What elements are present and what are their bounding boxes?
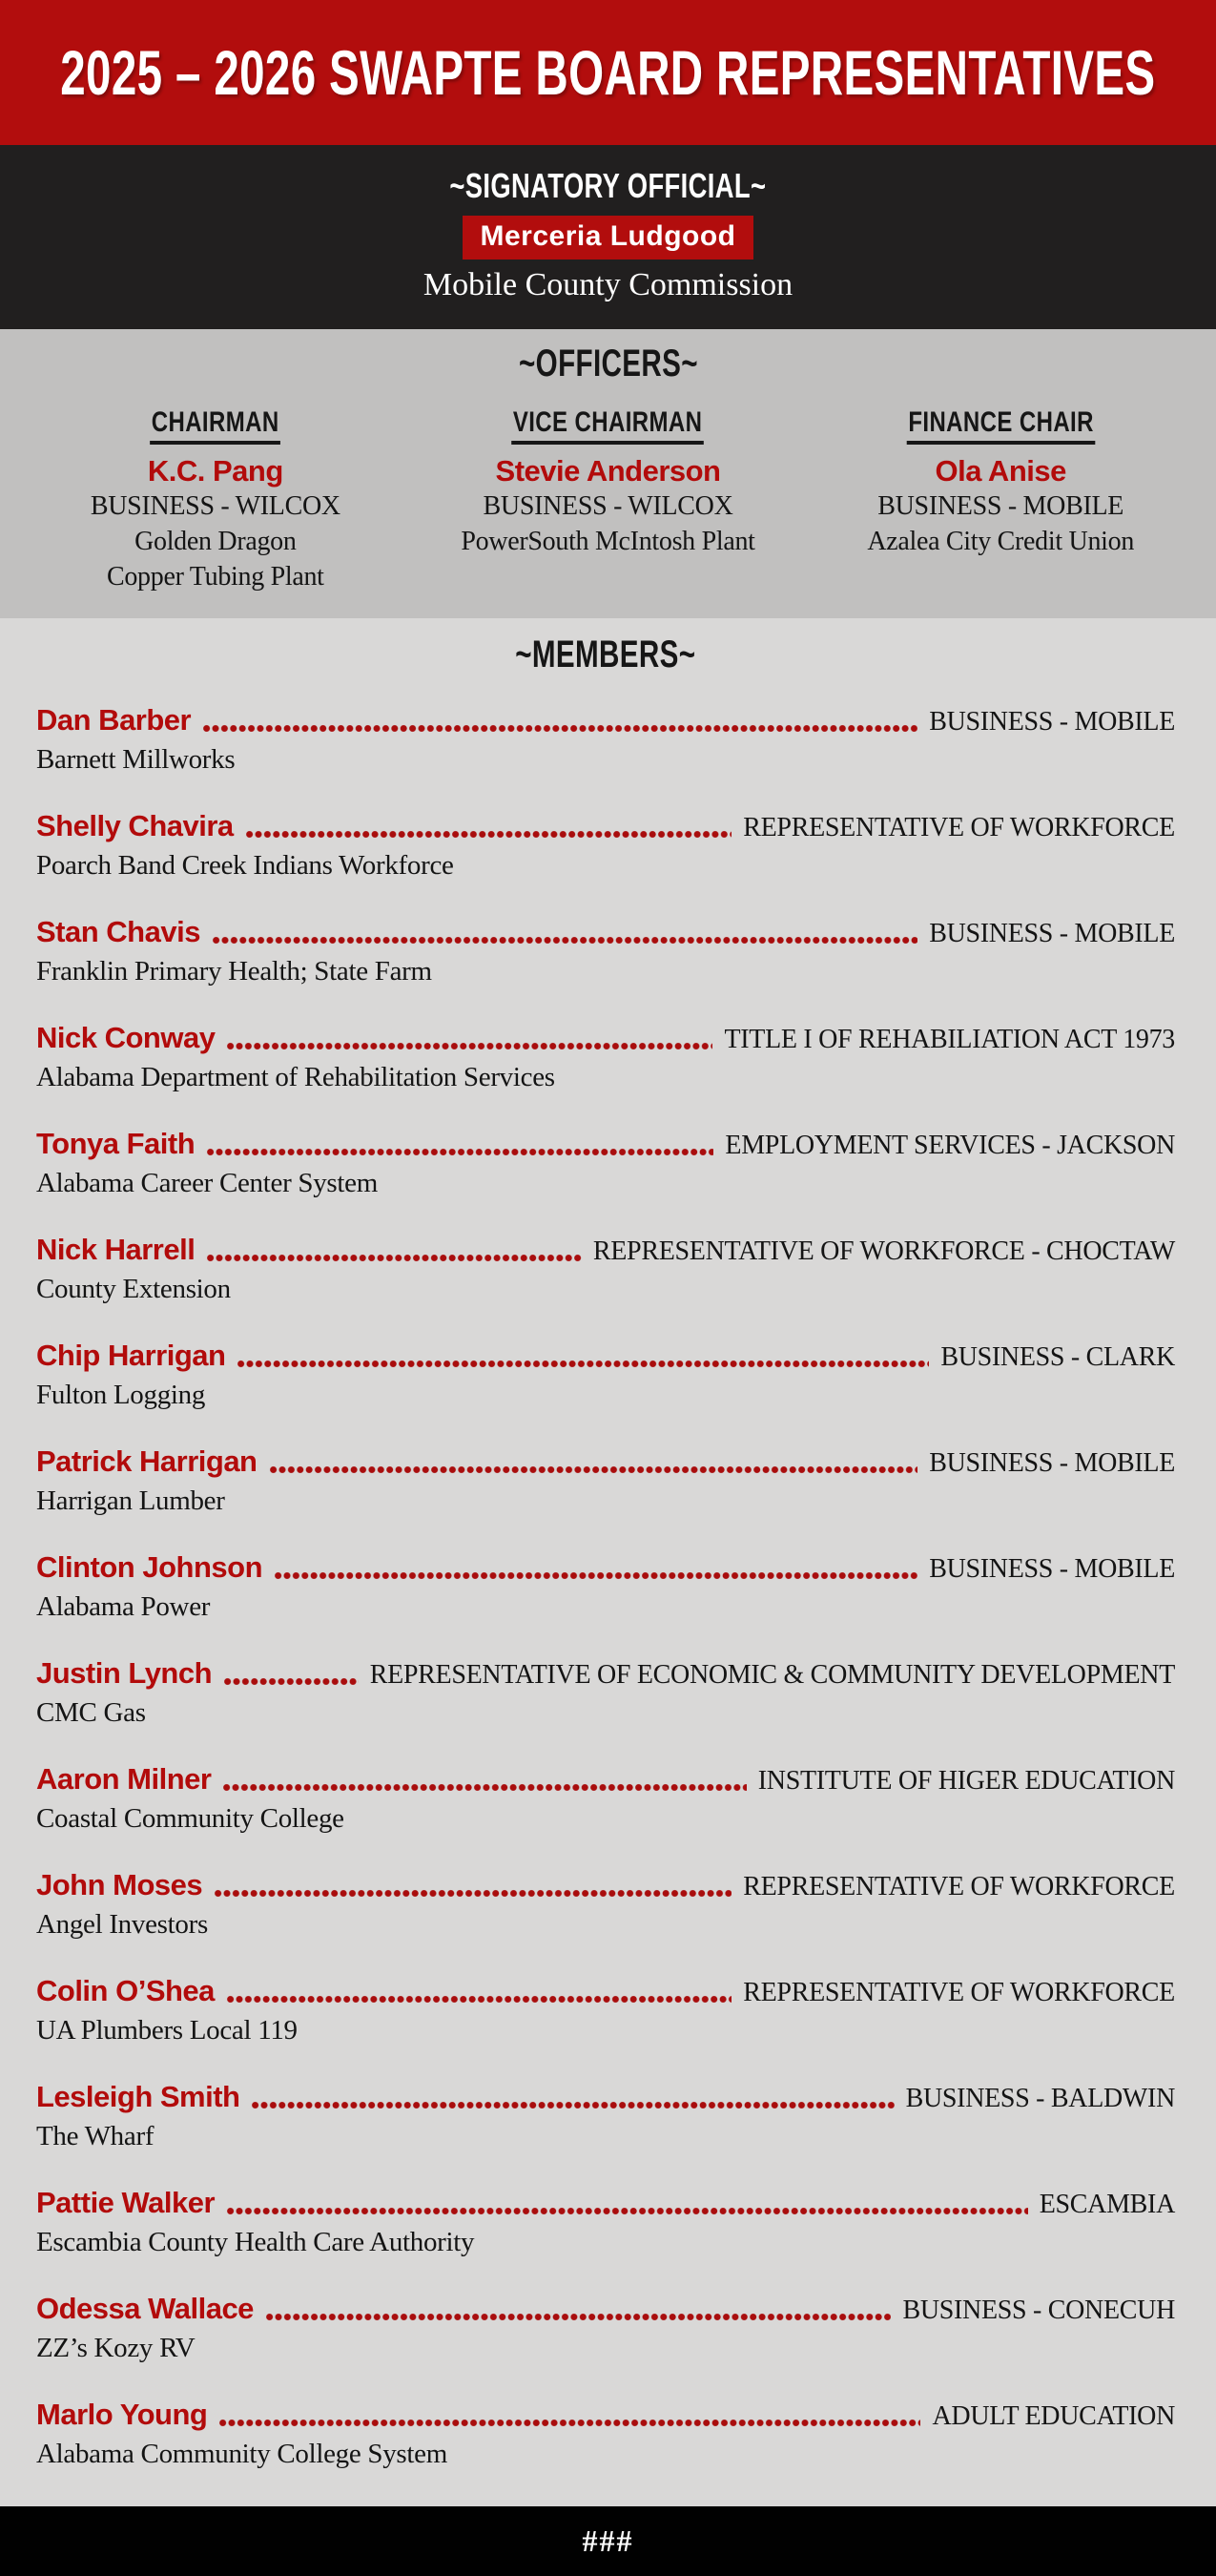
officer-detail-lines bbox=[804, 488, 1197, 559]
member-organization: The Wharf bbox=[36, 2121, 155, 2151]
dot-leader bbox=[206, 1148, 713, 1156]
member-category: BUSINESS - CLARK bbox=[940, 1342, 1175, 1372]
member-category: REPRESENTATIVE OF WORKFORCE bbox=[743, 1872, 1175, 1901]
dot-leader bbox=[218, 2419, 920, 2427]
member-name: Pattie Walker bbox=[36, 2186, 216, 2219]
member-name: Colin O’Shea bbox=[36, 1974, 215, 2007]
member-name: Justin Lynch bbox=[36, 1656, 213, 1690]
dot-leader bbox=[226, 2207, 1028, 2215]
member-entry bbox=[36, 1548, 1175, 1623]
member-organization: Franklin Primary Health; State Farm bbox=[36, 956, 432, 987]
dot-leader bbox=[251, 2101, 894, 2109]
dot-leader bbox=[212, 936, 917, 945]
member-name: John Moses bbox=[36, 1868, 203, 1901]
member-entry bbox=[36, 1125, 1175, 1199]
officer-detail-line: PowerSouth McIntosh Plant bbox=[461, 527, 755, 556]
dot-leader bbox=[274, 1571, 917, 1580]
member-entry bbox=[36, 2078, 1175, 2152]
member-organization: Alabama Career Center System bbox=[36, 1168, 378, 1198]
officer-role-title: FINANCE CHAIR bbox=[906, 406, 1095, 445]
member-name: Chip Harrigan bbox=[36, 1339, 226, 1372]
officers-section bbox=[0, 329, 1216, 618]
member-category: BUSINESS - BALDWIN bbox=[905, 2084, 1175, 2113]
dot-leader bbox=[269, 1465, 918, 1474]
member-category: BUSINESS - MOBILE bbox=[929, 1448, 1175, 1478]
title-banner bbox=[0, 0, 1216, 145]
dot-leader bbox=[202, 724, 917, 733]
officers-heading: ~OFFICERS~ bbox=[518, 343, 698, 384]
officer-detail-lines bbox=[19, 488, 412, 594]
dot-leader bbox=[226, 1042, 712, 1050]
member-category: ADULT EDUCATION bbox=[932, 2401, 1175, 2431]
officer-role-title: CHAIRMAN bbox=[150, 406, 280, 445]
member-category: EMPLOYMENT SERVICES - JACKSON bbox=[725, 1131, 1175, 1160]
member-organization: Escambia County Health Care Authority bbox=[36, 2227, 475, 2257]
officer-detail-line: BUSINESS - MOBILE bbox=[877, 491, 1124, 521]
member-organization: CMC Gas bbox=[36, 1697, 146, 1728]
members-section bbox=[0, 618, 1216, 2506]
member-organization: Coastal Community College bbox=[36, 1803, 344, 1834]
member-name: Odessa Wallace bbox=[36, 2292, 254, 2325]
member-organization: Harrigan Lumber bbox=[36, 1485, 225, 1516]
officer-name: K.C. Pang bbox=[147, 454, 283, 488]
member-name: Shelly Chavira bbox=[36, 809, 234, 842]
officer-detail-line: Copper Tubing Plant bbox=[106, 562, 324, 592]
member-organization: Alabama Community College System bbox=[36, 2439, 447, 2469]
member-category: REPRESENTATIVE OF WORKFORCE bbox=[743, 813, 1175, 842]
member-entry bbox=[36, 1337, 1175, 1411]
page-title: 2025 – 2026 SWAPTE BOARD REPRESENTATIVES bbox=[60, 37, 1156, 108]
dot-leader bbox=[226, 1995, 732, 2004]
member-category: ESCAMBIA bbox=[1039, 2190, 1175, 2219]
officers-columns bbox=[0, 406, 1216, 594]
signatory-heading: ~SIGNATORY OFFICIAL~ bbox=[449, 166, 767, 205]
member-organization: Angel Investors bbox=[36, 1909, 208, 1940]
member-entry bbox=[36, 1443, 1175, 1517]
member-entry bbox=[36, 2184, 1175, 2258]
member-entry bbox=[36, 701, 1175, 776]
member-organization: Alabama Power bbox=[36, 1591, 211, 1622]
member-entry bbox=[36, 2290, 1175, 2364]
dot-leader bbox=[265, 2313, 892, 2321]
member-name: Clinton Johnson bbox=[36, 1550, 263, 1584]
dot-leader bbox=[245, 830, 732, 839]
member-organization: Poarch Band Creek Indians Workforce bbox=[36, 850, 454, 881]
member-organization: UA Plumbers Local 119 bbox=[36, 2015, 298, 2046]
member-name: Nick Harrell bbox=[36, 1233, 196, 1266]
signatory-section bbox=[0, 145, 1216, 329]
member-name: Aaron Milner bbox=[36, 1762, 212, 1796]
member-entry bbox=[36, 2396, 1175, 2470]
members-heading: ~MEMBERS~ bbox=[515, 634, 696, 675]
officer-detail-line: Golden Dragon bbox=[134, 527, 297, 556]
member-category: INSTITUTE OF HIGER EDUCATION bbox=[757, 1766, 1175, 1796]
member-category: REPRESENTATIVE OF WORKFORCE - CHOCTAW bbox=[592, 1236, 1175, 1266]
member-category: BUSINESS - MOBILE bbox=[929, 707, 1175, 737]
officer-detail-line: BUSINESS - WILCOX bbox=[483, 491, 733, 521]
footer-bar bbox=[0, 2506, 1216, 2576]
dot-leader bbox=[214, 1889, 732, 1898]
officer-role-title: VICE CHAIRMAN bbox=[512, 406, 705, 445]
member-name: Lesleigh Smith bbox=[36, 2080, 240, 2113]
member-entry bbox=[36, 1654, 1175, 1729]
member-organization: Fulton Logging bbox=[36, 1380, 206, 1410]
member-entry bbox=[36, 807, 1175, 882]
member-category: BUSINESS - CONECUH bbox=[902, 2296, 1175, 2325]
member-name: Stan Chavis bbox=[36, 915, 200, 948]
officer-name: Ola Anise bbox=[935, 454, 1066, 488]
officer-detail-lines bbox=[412, 488, 805, 559]
member-entry bbox=[36, 1972, 1175, 2046]
member-organization: Barnett Millworks bbox=[36, 744, 236, 775]
officer-detail-line: Azalea City Credit Union bbox=[867, 527, 1135, 556]
member-name: Tonya Faith bbox=[36, 1127, 196, 1160]
member-name: Patrick Harrigan bbox=[36, 1444, 258, 1478]
member-entry bbox=[36, 1760, 1175, 1835]
member-name: Dan Barber bbox=[36, 703, 192, 737]
member-organization: ZZ’s Kozy RV bbox=[36, 2333, 196, 2363]
member-name: Marlo Young bbox=[36, 2398, 208, 2431]
member-category: BUSINESS - MOBILE bbox=[929, 919, 1175, 948]
member-organization: Alabama Department of Rehabilitation Services bbox=[36, 1062, 555, 1092]
officer-column bbox=[412, 406, 805, 594]
member-entry bbox=[36, 1231, 1175, 1305]
signatory-name-badge: Merceria Ludgood bbox=[463, 216, 752, 260]
dot-leader bbox=[223, 1677, 359, 1686]
member-entry bbox=[36, 913, 1175, 987]
member-category: REPRESENTATIVE OF WORKFORCE bbox=[743, 1978, 1175, 2007]
signatory-organization: Mobile County Commission bbox=[423, 267, 793, 302]
officer-column bbox=[804, 406, 1197, 594]
officer-column bbox=[19, 406, 412, 594]
dot-leader bbox=[206, 1254, 582, 1262]
member-entry bbox=[36, 1019, 1175, 1093]
member-category: REPRESENTATIVE OF ECONOMIC & COMMUNITY DEVELOPMENT bbox=[369, 1660, 1175, 1690]
member-name: Nick Conway bbox=[36, 1021, 216, 1054]
member-category: BUSINESS - MOBILE bbox=[929, 1554, 1175, 1584]
member-entry bbox=[36, 1866, 1175, 1941]
footer-text: ### bbox=[582, 2524, 634, 2558]
officer-name: Stevie Anderson bbox=[495, 454, 721, 488]
dot-leader bbox=[222, 1783, 746, 1792]
member-organization: County Extension bbox=[36, 1274, 231, 1304]
member-category: TITLE I OF REHABILIATION ACT 1973 bbox=[724, 1025, 1175, 1054]
dot-leader bbox=[237, 1360, 929, 1368]
members-list bbox=[36, 701, 1175, 2470]
officer-detail-line: BUSINESS - WILCOX bbox=[90, 491, 340, 521]
